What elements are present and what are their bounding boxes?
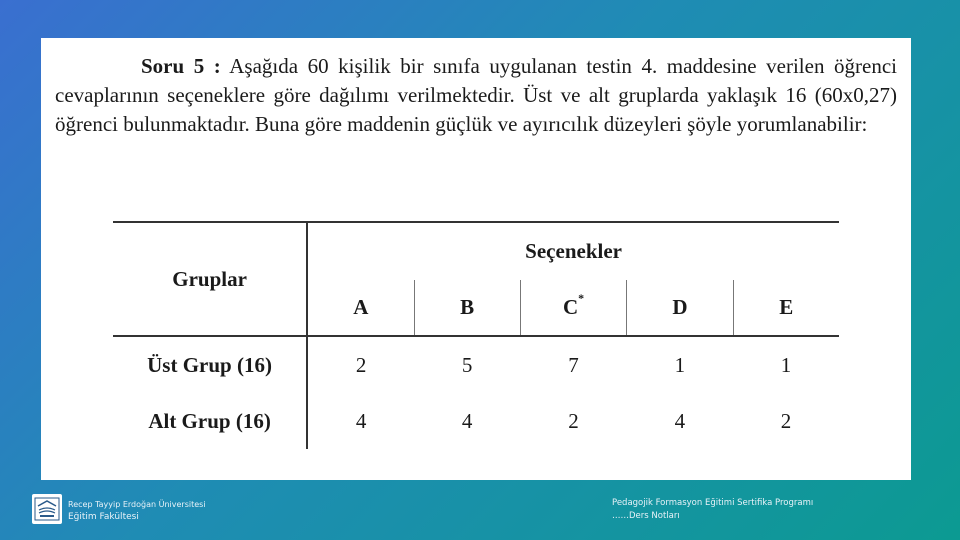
option-a-label: A	[353, 294, 369, 319]
cell-lower-d: 4	[674, 408, 686, 433]
cell-upper-d: 1	[674, 352, 686, 377]
slide-content	[41, 38, 911, 480]
cell-lower-e: 2	[780, 408, 792, 433]
footer-left	[32, 494, 292, 528]
question-label: Soru 5 :	[141, 54, 221, 78]
options-header: Seçenekler	[525, 238, 622, 263]
option-d	[627, 280, 733, 337]
cell-lower-a: 4	[355, 408, 367, 433]
option-e-label: E	[779, 294, 794, 319]
cell-upper-e: 1	[780, 352, 792, 377]
question-body: Aşağıda 60 kişilik bir sınıfa uygulanan testin 4. maddesine verilen öğrenci cevaplarının seçeneklere göre dağılımı verilmektedir. Üst ve alt gruplarda yaklaşık 16 (60x0,27) öğrenci bulunmaktadır. Buna göre maddenin güçlük ve ayırıcılık düzeyleri şöyle yorumlanabilir:	[55, 54, 898, 136]
question-text-block	[41, 52, 897, 139]
cell-upper-c: 7	[568, 352, 579, 377]
footer-right	[612, 497, 932, 523]
correct-answer-mark: *	[578, 290, 585, 305]
option-c	[520, 280, 626, 337]
table-row	[113, 336, 839, 393]
option-e	[733, 280, 839, 337]
distribution-table-wrap	[113, 221, 839, 449]
course-notes: ……Ders Notları	[612, 511, 680, 521]
option-d-label: D	[672, 294, 688, 319]
faculty-name: Eğitim Fakültesi	[68, 512, 139, 522]
groups-header: Gruplar	[113, 222, 307, 336]
row-label-upper: Üst Grup (16)	[113, 336, 307, 393]
option-b	[414, 280, 520, 337]
option-a	[307, 280, 414, 337]
row-label-lower: Alt Grup (16)	[113, 393, 307, 449]
cell-lower-b: 4	[461, 408, 473, 433]
cell-lower-c: 2	[568, 408, 579, 433]
distribution-table	[113, 221, 839, 449]
option-b-label: B	[460, 294, 475, 319]
cell-upper-a: 2	[355, 352, 367, 377]
program-name: Pedagojik Formasyon Eğitimi Sertifika Programı	[612, 498, 814, 508]
university-logo-icon	[32, 494, 62, 524]
university-name: Recep Tayyip Erdoğan Üniversitesi	[68, 500, 206, 509]
option-c-label: C	[562, 294, 579, 319]
table-row	[113, 393, 839, 449]
cell-upper-b: 5	[461, 352, 473, 377]
